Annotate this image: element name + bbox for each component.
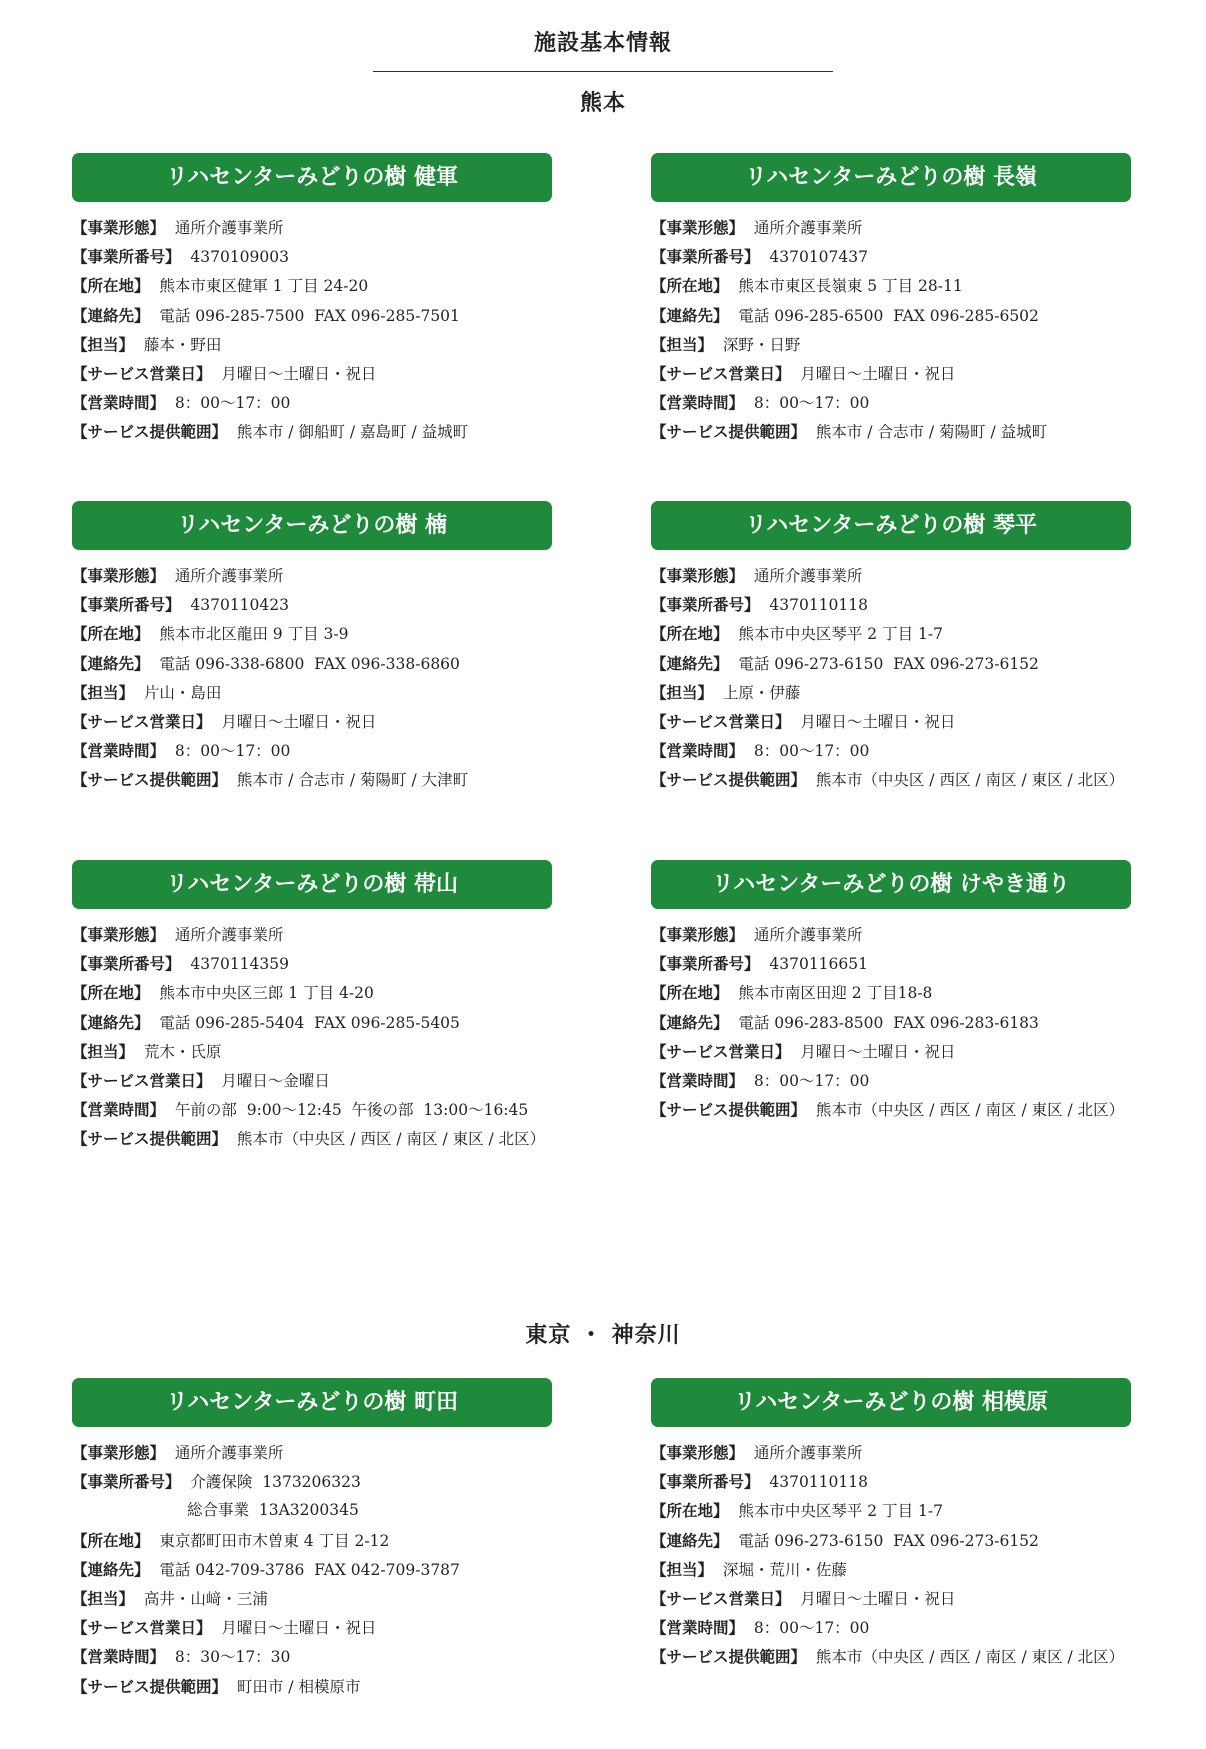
- info-label: 【所在地】: [651, 624, 729, 644]
- facility-info-row: [651, 765, 1131, 794]
- facility-name-header: リハセンターみどりの樹 琴平: [651, 501, 1131, 550]
- info-value: 片山・島田: [143, 683, 222, 702]
- info-label: 【サービス提供範囲】: [72, 422, 228, 442]
- info-label: 【担当】: [651, 334, 714, 354]
- facility-info-row: [651, 1037, 1131, 1066]
- info-label: 【営業時間】: [651, 1070, 745, 1090]
- info-label: 【所在地】: [651, 276, 729, 296]
- info-label: 【事業所番号】: [72, 1472, 181, 1492]
- info-label: 【サービス提供範囲】: [651, 422, 807, 442]
- info-value: 通所介護事業所: [753, 219, 863, 237]
- facility-info-row: [651, 978, 1131, 1007]
- facility-info-row: [72, 1642, 552, 1671]
- info-value: 通所介護事業所: [753, 926, 863, 944]
- info-value: 8：00～17：00: [174, 394, 291, 413]
- facility-info-row: [72, 1124, 552, 1153]
- info-label: 【営業時間】: [651, 393, 745, 413]
- facility-info-row: [72, 707, 552, 736]
- facility-info-row: [72, 242, 552, 271]
- facility-card: [72, 153, 552, 447]
- info-value: 電話 096-338-6800 FAX 096-338-6860: [159, 654, 460, 673]
- facility-info-row: [651, 949, 1131, 978]
- info-value: 熊本市 / 合志市 / 菊陽町 / 大津町: [236, 771, 469, 790]
- info-value: 8：30～17：30: [174, 1648, 291, 1667]
- info-value: 8：00～17：00: [753, 742, 870, 761]
- info-label: 【事業所番号】: [651, 1472, 760, 1492]
- facility-info-row: [651, 736, 1131, 765]
- facility-info-row: [651, 707, 1131, 736]
- info-label: 【サービス提供範囲】: [651, 1100, 807, 1120]
- facility-name-header: リハセンターみどりの樹 けやき通り: [651, 860, 1131, 909]
- facility-name-header: リハセンターみどりの樹 相模原: [651, 1378, 1131, 1427]
- info-value: 8：00～17：00: [753, 1619, 870, 1638]
- facility-info-row: [72, 1526, 552, 1555]
- info-label: 【事業所番号】: [72, 247, 181, 267]
- facility-info-row: [72, 1467, 552, 1496]
- info-value: 4370109003: [190, 248, 289, 267]
- facility-info-row: [72, 417, 552, 446]
- facility-info-list: [651, 550, 1131, 795]
- facility-info-row: [651, 330, 1131, 359]
- info-value: 上原・伊藤: [722, 683, 801, 702]
- facility-info-row: [651, 359, 1131, 388]
- info-label: 【営業時間】: [72, 1647, 166, 1667]
- info-label: 【事業所番号】: [72, 595, 181, 615]
- info-value: 熊本市南区田迎 2 丁目18-8: [738, 984, 933, 1003]
- info-label: 【担当】: [72, 1588, 135, 1608]
- facility-info-list: [72, 202, 552, 447]
- info-label: 【連絡先】: [72, 1559, 150, 1579]
- info-label: 【担当】: [72, 682, 135, 702]
- info-label: 【営業時間】: [72, 741, 166, 761]
- info-label: 【サービス営業日】: [651, 1588, 791, 1608]
- facility-info-list: [72, 550, 552, 795]
- facility-info-row: [72, 1066, 552, 1095]
- info-label: 【事業所番号】: [72, 954, 181, 974]
- facility-info-row: [651, 619, 1131, 648]
- facility-card: [651, 1378, 1131, 1672]
- facility-info-row: [651, 1008, 1131, 1037]
- info-label: 【所在地】: [72, 1530, 150, 1550]
- info-label: 【所在地】: [72, 276, 150, 296]
- info-label: 【事業形態】: [651, 218, 745, 237]
- facility-info-row: [72, 736, 552, 765]
- facility-info-list: [651, 909, 1131, 1124]
- info-value: 熊本市 / 合志市 / 菊陽町 / 益城町: [815, 423, 1048, 442]
- info-value: 熊本市中央区琴平 2 丁目 1-7: [738, 625, 943, 644]
- info-label: 【営業時間】: [651, 741, 745, 761]
- info-value: 4370116651: [769, 955, 868, 974]
- facility-info-row: [72, 1555, 552, 1584]
- facility-info-row: [651, 417, 1131, 446]
- info-value: 電話 042-709-3786 FAX 042-709-3787: [159, 1560, 460, 1579]
- facility-card: [651, 501, 1131, 795]
- facility-info-row: [651, 1642, 1131, 1671]
- info-value: 月曜日～土曜日・祝日: [800, 364, 956, 383]
- info-label: 【サービス提供範囲】: [72, 1129, 228, 1149]
- info-label: 【事業所番号】: [651, 954, 760, 974]
- info-label: 【連絡先】: [651, 653, 729, 673]
- facility-info-row: [651, 388, 1131, 417]
- info-value: 4370110118: [769, 1473, 868, 1492]
- facility-info-row: [651, 561, 1131, 590]
- facility-info-row: [651, 301, 1131, 330]
- facility-info-row: [72, 1496, 552, 1525]
- facility-info-row: [651, 590, 1131, 619]
- info-value: 町田市 / 相模原市: [236, 1677, 361, 1696]
- info-value: 電話 096-273-6150 FAX 096-273-6152: [738, 654, 1039, 673]
- info-value: 熊本市中央区琴平 2 丁目 1-7: [738, 1502, 943, 1521]
- info-label: 【事業形態】: [72, 566, 166, 585]
- info-value: 熊本市（中央区 / 西区 / 南区 / 東区 / 北区）: [815, 1101, 1125, 1120]
- facility-info-row: [72, 213, 552, 242]
- facility-name-header: リハセンターみどりの樹 町田: [72, 1378, 552, 1427]
- info-value: 高井・山﨑・三浦: [143, 1589, 268, 1608]
- facility-info-row: [72, 678, 552, 707]
- info-label: 【サービス提供範囲】: [72, 1676, 228, 1696]
- facility-info-row: [72, 1613, 552, 1642]
- info-value: 通所介護事業所: [753, 567, 863, 585]
- info-value: 藤本・野田: [143, 335, 222, 354]
- facility-info-row: [72, 590, 552, 619]
- facility-info-row: [72, 649, 552, 678]
- facility-info-row: [651, 1467, 1131, 1496]
- info-value: 電話 096-285-6500 FAX 096-285-6502: [738, 306, 1039, 325]
- info-label: 【サービス提供範囲】: [651, 770, 807, 790]
- info-label: 【連絡先】: [72, 1012, 150, 1032]
- info-value: 通所介護事業所: [174, 219, 284, 237]
- info-label: 【営業時間】: [72, 1100, 166, 1120]
- info-value: 8：00～17：00: [753, 394, 870, 413]
- info-label: 【事業所番号】: [651, 595, 760, 615]
- facility-info-list: [651, 202, 1131, 447]
- info-value: 通所介護事業所: [753, 1444, 863, 1462]
- info-value: 4370110118: [769, 596, 868, 615]
- info-label: 【事業形態】: [651, 1443, 745, 1462]
- facility-info-row: [651, 242, 1131, 271]
- info-label: 【所在地】: [651, 983, 729, 1003]
- info-label: 【サービス提供範囲】: [72, 770, 228, 790]
- info-value: 8：00～17：00: [753, 1071, 870, 1090]
- info-label: 【連絡先】: [72, 305, 150, 325]
- facility-info-row: [651, 1438, 1131, 1467]
- info-value: 月曜日～土曜日・祝日: [800, 712, 956, 731]
- info-value: 電話 096-285-7500 FAX 096-285-7501: [159, 306, 460, 325]
- facility-info-row: [72, 1037, 552, 1066]
- info-label: 【事業形態】: [651, 566, 745, 585]
- info-value: 月曜日～土曜日・祝日: [800, 1589, 956, 1608]
- info-value: 通所介護事業所: [174, 926, 284, 944]
- region-title-tokyo-kanagawa: 東京 ・ 神奈川: [525, 1322, 681, 1348]
- facility-name-header: リハセンターみどりの樹 長嶺: [651, 153, 1131, 202]
- info-value: 総合事業 13A3200345: [187, 1501, 359, 1520]
- facility-info-row: [72, 1672, 552, 1701]
- info-value: 熊本市（中央区 / 西区 / 南区 / 東区 / 北区）: [236, 1130, 546, 1149]
- facility-info-list: [72, 909, 552, 1154]
- facility-name-header: リハセンターみどりの樹 帯山: [72, 860, 552, 909]
- facility-info-row: [651, 649, 1131, 678]
- facility-info-row: [651, 1526, 1131, 1555]
- facility-info-row: [72, 765, 552, 794]
- info-value: 介護保険 1373206323: [190, 1473, 361, 1492]
- info-label: 【事業形態】: [72, 1443, 166, 1462]
- info-label: 【連絡先】: [651, 305, 729, 325]
- info-label: 【連絡先】: [72, 653, 150, 673]
- info-value: 月曜日～土曜日・祝日: [221, 1619, 377, 1638]
- info-value: 4370110423: [190, 596, 289, 615]
- facility-name-header: リハセンターみどりの樹 健軍: [72, 153, 552, 202]
- info-label: 【サービス営業日】: [651, 711, 791, 731]
- facility-info-row: [72, 1008, 552, 1037]
- facility-card: [651, 860, 1131, 1124]
- info-value: 深堀・荒川・佐藤: [722, 1560, 847, 1579]
- info-value: 熊本市（中央区 / 西区 / 南区 / 東区 / 北区）: [815, 771, 1125, 790]
- info-label: 【営業時間】: [651, 1618, 745, 1638]
- info-label: 【サービス営業日】: [72, 1070, 212, 1090]
- facility-info-row: [651, 1066, 1131, 1095]
- facility-info-row: [72, 301, 552, 330]
- info-value: 午前の部 9:00～12:45 午後の部 13:00～16:45: [174, 1101, 529, 1120]
- region-title-kumamoto: 熊本: [579, 90, 626, 116]
- facility-info-row: [72, 330, 552, 359]
- info-label: 【サービス営業日】: [651, 1041, 791, 1061]
- info-value: 電話 096-273-6150 FAX 096-273-6152: [738, 1531, 1039, 1550]
- info-label: 【担当】: [651, 682, 714, 702]
- info-value: 4370114359: [190, 955, 289, 974]
- facility-info-row: [72, 949, 552, 978]
- facility-info-list: [72, 1427, 552, 1701]
- facility-info-row: [651, 271, 1131, 300]
- title-divider: [373, 71, 833, 72]
- info-value: 荒木・氏原: [143, 1042, 222, 1061]
- info-value: 熊本市（中央区 / 西区 / 南区 / 東区 / 北区）: [815, 1648, 1125, 1667]
- info-value: 電話 096-283-8500 FAX 096-283-6183: [738, 1013, 1039, 1032]
- info-value: 月曜日～土曜日・祝日: [221, 712, 377, 731]
- info-value: 東京都町田市木曽東 4 丁目 2-12: [159, 1531, 390, 1550]
- facility-info-row: [651, 1584, 1131, 1613]
- facility-info-row: [72, 359, 552, 388]
- info-label: 【事業所番号】: [651, 247, 760, 267]
- info-label: 【サービス営業日】: [72, 711, 212, 731]
- facility-info-row: [651, 678, 1131, 707]
- facility-info-row: [72, 561, 552, 590]
- info-label: 【所在地】: [72, 624, 150, 644]
- info-value: 4370107437: [769, 248, 868, 267]
- facility-info-row: [72, 619, 552, 648]
- info-label: 【サービス営業日】: [72, 363, 212, 383]
- facility-card: [72, 1378, 552, 1701]
- info-value: 熊本市北区龍田 9 丁目 3-9: [159, 625, 349, 644]
- facility-info-row: [72, 271, 552, 300]
- facility-info-row: [651, 1496, 1131, 1525]
- facility-info-list: [651, 1427, 1131, 1672]
- facility-info-row: [651, 1555, 1131, 1584]
- info-label: 【連絡先】: [651, 1530, 729, 1550]
- info-value: 深野・日野: [722, 335, 801, 354]
- facility-info-row: [72, 388, 552, 417]
- facility-card: [72, 501, 552, 795]
- info-value: 8：00～17：00: [174, 742, 291, 761]
- info-value: 熊本市 / 御船町 / 嘉島町 / 益城町: [236, 423, 469, 442]
- info-label: 【営業時間】: [72, 393, 166, 413]
- info-label: 【連絡先】: [651, 1012, 729, 1032]
- info-label: 【事業形態】: [651, 925, 745, 944]
- info-value: 熊本市中央区三郎 1 丁目 4-20: [159, 984, 374, 1003]
- facility-info-row: [651, 1095, 1131, 1124]
- info-label: 【所在地】: [651, 1501, 729, 1521]
- info-label: 【事業形態】: [72, 218, 166, 237]
- info-value: 熊本市東区長嶺東 5 丁目 28-11: [738, 277, 963, 296]
- facility-info-row: [72, 978, 552, 1007]
- info-value: 通所介護事業所: [174, 1444, 284, 1462]
- facility-info-row: [651, 213, 1131, 242]
- facility-card: [651, 153, 1131, 447]
- facility-name-header: リハセンターみどりの樹 楠: [72, 501, 552, 550]
- info-value: 通所介護事業所: [174, 567, 284, 585]
- info-label: 【所在地】: [72, 983, 150, 1003]
- info-label: 【サービス営業日】: [72, 1618, 212, 1638]
- facility-card: [72, 860, 552, 1154]
- facility-info-row: [72, 1584, 552, 1613]
- info-label: 【担当】: [72, 334, 135, 354]
- info-label: 【担当】: [651, 1559, 714, 1579]
- facility-info-row: [651, 1613, 1131, 1642]
- info-label: 【サービス提供範囲】: [651, 1647, 807, 1667]
- info-value: 月曜日～金曜日: [221, 1071, 330, 1090]
- info-value: 電話 096-285-5404 FAX 096-285-5405: [159, 1013, 460, 1032]
- info-value: 月曜日～土曜日・祝日: [800, 1042, 956, 1061]
- info-label: 【事業形態】: [72, 925, 166, 944]
- page-title: 施設基本情報: [533, 30, 672, 56]
- facility-info-row: [72, 1438, 552, 1467]
- info-label: 【サービス営業日】: [651, 363, 791, 383]
- facility-info-row: [72, 1095, 552, 1124]
- info-value: 熊本市東区健軍 1 丁目 24-20: [159, 277, 369, 296]
- info-value: 月曜日～土曜日・祝日: [221, 364, 377, 383]
- facility-info-row: [651, 920, 1131, 949]
- info-label: 【担当】: [72, 1041, 135, 1061]
- facility-info-row: [72, 920, 552, 949]
